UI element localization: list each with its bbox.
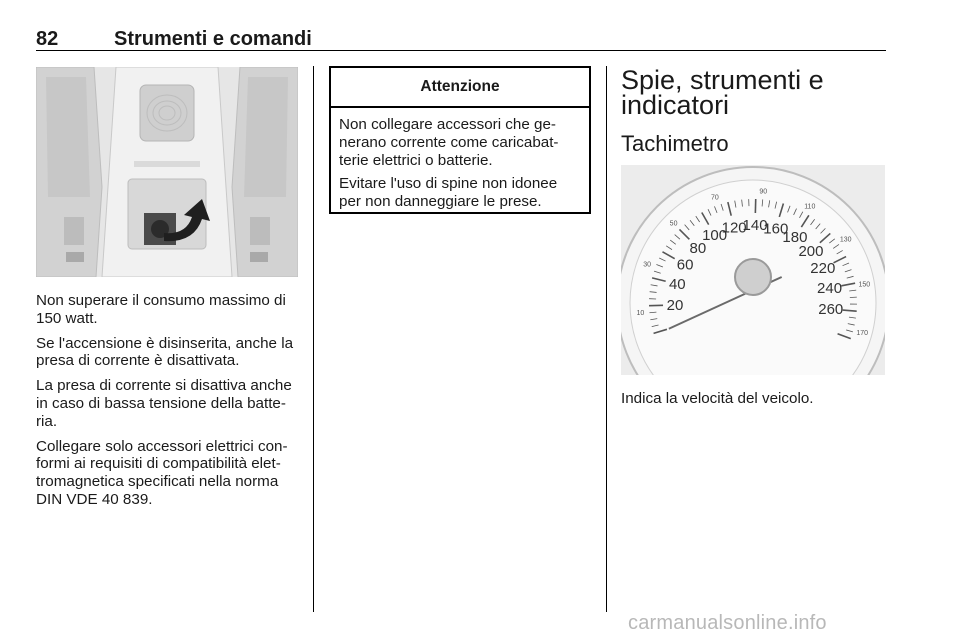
kmh-label: 220 — [810, 260, 836, 278]
paragraph-low-battery: La presa di corrente si disattiva anche in caso di bassa tensione della batte-ria. — [36, 377, 292, 430]
warning-paragraph-plugs: Evitare l'uso di spine non idonee per non danneggiare le prese. — [339, 175, 558, 211]
kmh-label: 160 — [763, 220, 789, 238]
kmh-label: 260 — [818, 301, 844, 319]
speed-tick — [843, 310, 857, 311]
mph-label: 50 — [669, 220, 678, 228]
kmh-label: 140 — [742, 217, 768, 235]
speedometer-dial — [621, 165, 885, 375]
page-number: 82 — [36, 28, 59, 50]
subsection-heading: Tachimetro — [621, 131, 729, 156]
speedometer-caption: Indica la velocità del veicolo. — [621, 390, 814, 407]
warning-paragraph-chargers: Non collegare accessori che ge-nerano corrente come caricabat-terie elettrici o batterie. — [339, 116, 559, 169]
kmh-label: 20 — [666, 297, 684, 315]
speedometer-illustration — [621, 165, 885, 375]
warning-title: Attenzione — [331, 68, 589, 108]
kmh-label: 120 — [721, 219, 747, 237]
paragraph-power-limit: Non superare il consumo massimo di 150 watt. — [36, 292, 286, 327]
power-outlet-illustration — [36, 67, 298, 277]
kmh-label: 200 — [798, 242, 824, 260]
mph-label: 70 — [710, 194, 719, 202]
header-rule — [36, 50, 886, 51]
mph-label: 90 — [759, 188, 768, 196]
section-title: Strumenti e comandi — [114, 28, 312, 50]
kmh-label: 80 — [689, 239, 707, 257]
mph-label: 110 — [804, 203, 816, 211]
mph-label: 10 — [636, 309, 645, 317]
needle-hub — [735, 259, 771, 295]
mph-label: 30 — [643, 261, 651, 269]
kmh-label: 180 — [782, 229, 808, 247]
kmh-label: 40 — [668, 276, 686, 294]
kmh-label: 60 — [676, 256, 694, 274]
left-column-text — [36, 292, 300, 516]
mph-label: 170 — [856, 330, 869, 338]
column-divider-right — [606, 66, 607, 612]
watermark: carmanualsonline.info — [628, 612, 827, 634]
kmh-label: 100 — [702, 227, 728, 245]
column-divider-left — [313, 66, 314, 612]
paragraph-compatibility: Collegare solo accessori elettrici con-formi ai requisiti di compatibilità elet-tromagnetica specificati nella norma DIN VDE 40 839. — [36, 437, 288, 508]
page-header — [36, 28, 886, 50]
mph-label: 130 — [839, 236, 852, 244]
chapter-heading: Spie, strumenti e indicatori — [621, 65, 824, 120]
warning-box — [329, 66, 591, 214]
power-outlet-drawing — [36, 67, 298, 277]
paragraph-ignition-off: Se l'accensione è disinserita, anche la presa di corrente è disattivata. — [36, 334, 294, 370]
kmh-label: 240 — [817, 280, 843, 298]
mph-label: 150 — [858, 281, 871, 289]
warning-body — [331, 108, 589, 211]
